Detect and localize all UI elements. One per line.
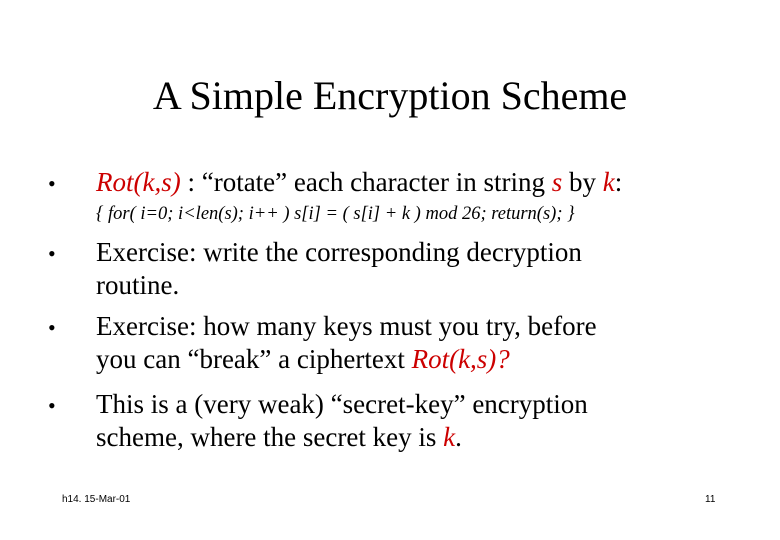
- bullet-1-end: :: [614, 167, 623, 197]
- bullet-3-line-2-pre: you can “break” a ciphertext: [96, 344, 412, 374]
- bullet-3-text: [96, 310, 716, 376]
- slide-title: A Simple Encryption Scheme: [152, 73, 628, 118]
- bullet-4-text: [96, 388, 716, 454]
- bullet-4-line-2-end: .: [455, 422, 462, 452]
- bullet-3-marker: •: [48, 315, 56, 340]
- var-s: s: [551, 167, 563, 197]
- ciphertext-expression: Rot(k,s)?: [411, 344, 510, 374]
- bullet-2-text: [96, 236, 716, 302]
- var-k: k: [602, 167, 615, 197]
- bullet-4-line-1: This is a (very weak) “secret-key” encryption: [96, 389, 588, 419]
- bullet-2-marker: •: [48, 241, 56, 266]
- bullet-4-line-2-pre: scheme, where the secret key is: [96, 422, 444, 452]
- bullet-4-line-2: [96, 421, 716, 454]
- secret-key-var: k: [443, 422, 456, 452]
- bullet-3-line-1: Exercise: how many keys must you try, before: [96, 311, 597, 341]
- bullet-2-line-1: Exercise: write the corresponding decryption: [96, 237, 582, 267]
- bullet-4-marker: •: [48, 393, 56, 418]
- bullet-3-line-2: [96, 343, 716, 376]
- bullet-1-mid2: by: [562, 167, 603, 197]
- bullet-1-mid1: : “rotate” each character in string: [180, 167, 552, 197]
- page-number: 11: [705, 494, 716, 505]
- bullet-1-text: [96, 166, 716, 199]
- bullet-1-marker: •: [48, 171, 56, 196]
- footer-label: h14. 15-Mar-01: [62, 494, 131, 505]
- bullet-2-line-2: routine.: [96, 270, 180, 300]
- rot-function-name: Rot(k,s): [96, 167, 181, 197]
- code-snippet: { for( i=0; i<len(s); i++ ) s[i] = ( s[i] + k ) mod 26; return(s); }: [96, 204, 575, 224]
